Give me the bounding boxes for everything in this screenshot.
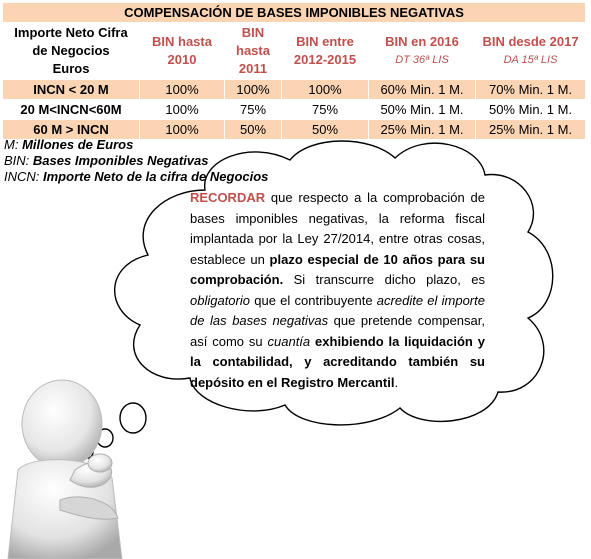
table-cell: 50% Min. 1 M.	[369, 100, 476, 120]
table-cell: 60% Min. 1 M.	[369, 80, 476, 100]
reminder-italic: cuantía	[267, 333, 311, 349]
note-line	[4, 153, 268, 169]
reminder-italic: obligatorio	[190, 292, 250, 308]
thinking-figure-illustration	[8, 380, 122, 559]
reminder-fragment: que el contribuyente	[250, 292, 377, 308]
header-line: de Negocios	[32, 43, 110, 58]
note-text: Importe Neto de la cifra de Negocios	[43, 169, 269, 184]
header-line: BIN en 2016	[385, 34, 459, 49]
table-cell: 50%	[282, 120, 369, 140]
header-line: hasta	[236, 43, 270, 58]
reminder-emphasis: plazo especial de 10 años para su comprobación.	[190, 251, 485, 287]
table-cell: 100%	[140, 100, 225, 120]
note-abbr: M:	[4, 137, 19, 152]
table-title: COMPENSACIÓN DE BASES IMPONIBLES NEGATIVAS	[3, 3, 586, 23]
header-line: BIN entre	[296, 34, 354, 49]
table-cell: 25% Min. 1 M.	[476, 120, 586, 140]
header-line: BIN desde 2017	[482, 34, 579, 49]
reminder-fragment: .	[394, 374, 399, 390]
row-label: 60 M > INCN	[3, 120, 140, 140]
thought-dot-large	[120, 403, 146, 433]
reminder-italic: acredite el importe de las bases negativas	[190, 292, 485, 328]
table-cell: 25% Min. 1 M.	[369, 120, 476, 140]
row-label: INCN < 20 M	[3, 80, 140, 100]
reminder-emphasis: exhibiendo la liquidación y la contabilidad, y acreditando también su depósito en el Registro Mercantil	[190, 333, 485, 390]
header-sub: DA 15ª LIS	[503, 54, 558, 66]
reminder-fragment: que respecto a la comprobación de bases imponibles negativas, la reforma fiscal implantada por la Ley 27/2014, entre otras cosas, establece un	[190, 190, 485, 267]
table-cell: 75%	[282, 100, 369, 120]
abbreviation-notes	[4, 137, 268, 185]
header-sub: DT 36ª LIS	[395, 54, 449, 66]
table-cell: 50% Min. 1 M.	[476, 100, 586, 120]
reminder-fragment: que pretende compensar, así como su	[190, 313, 485, 349]
reminder-text	[190, 188, 485, 393]
note-abbr: INCN:	[4, 169, 40, 184]
header-line: Importe Neto Cifra	[14, 25, 128, 40]
header-line: 2010	[167, 52, 197, 67]
header-line: 2012-2015	[293, 52, 357, 67]
note-text: Bases Imponibles Negativas	[32, 153, 209, 168]
table-cell: 100%	[282, 80, 369, 100]
table-cell: 70% Min. 1 M.	[476, 80, 586, 100]
header-line: BIN hasta	[152, 34, 212, 49]
header-line: Euros	[52, 61, 90, 76]
note-line	[4, 137, 268, 153]
reminder-fragment: Si transcurre dicho plazo, es	[283, 272, 485, 287]
table-cell: 75%	[225, 100, 282, 120]
note-abbr: BIN:	[4, 153, 30, 168]
table-cell: 100%	[140, 120, 225, 140]
table-cell: 50%	[225, 120, 282, 140]
reminder-keyword: RECORDAR	[190, 190, 266, 205]
header-line: BIN	[241, 25, 265, 40]
table-cell: 100%	[225, 80, 282, 100]
note-text: Millones de Euros	[22, 137, 134, 152]
header-line: 2011	[238, 61, 268, 76]
note-line	[4, 169, 268, 185]
row-label: 20 M<INCN<60M	[3, 100, 140, 120]
table-cell: 100%	[140, 80, 225, 100]
